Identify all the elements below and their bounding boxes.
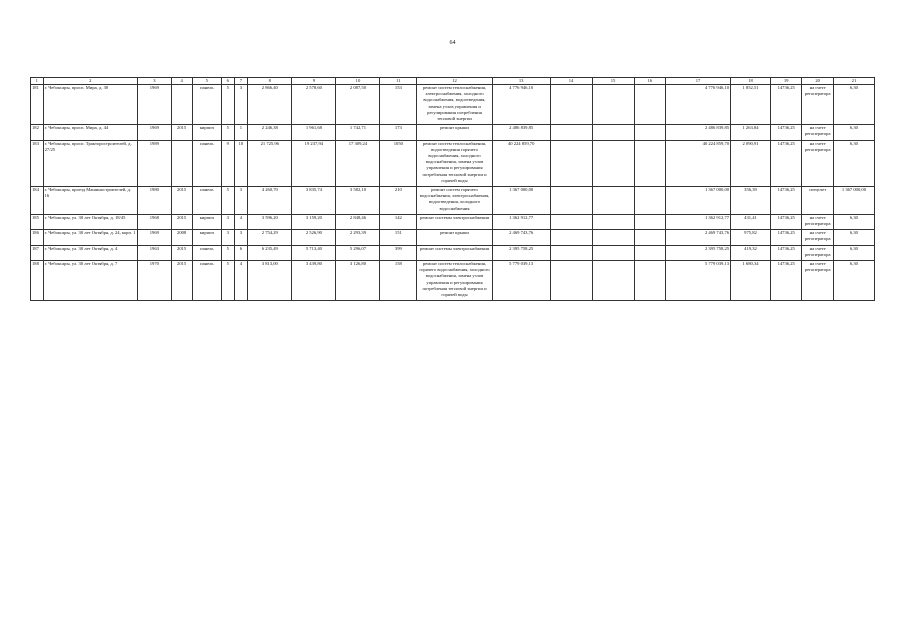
total-area-cell: 3 596,20: [248, 214, 292, 227]
table-body: [31, 85, 875, 301]
table-row: [31, 245, 875, 258]
entrances-cell: 4: [234, 214, 248, 227]
entrances-cell: 10: [234, 140, 248, 184]
owner-funds-cell: 1 367 000,00: [665, 187, 730, 212]
residents-cell: 210: [380, 187, 417, 212]
fund-method-cell: на счете регоператора: [802, 85, 833, 123]
total-cost-cell: 2 486 839,85: [492, 125, 550, 138]
federal-funds-cell: [550, 245, 592, 258]
column-number-row: [31, 78, 875, 85]
owner-funds-cell: 4 776 946,10: [665, 85, 730, 123]
regional-funds-cell: [592, 230, 634, 243]
table-row: [31, 140, 875, 184]
total-area-cell: 3 813,00: [248, 261, 292, 299]
residential-area-cell: 3 582,10: [336, 187, 380, 212]
row-number: 181: [31, 85, 44, 123]
address-cell: г. Чебоксары, просп. Тракторостроителей, д. 27/25: [43, 140, 137, 184]
residential-area-cell: 5 296,07: [336, 245, 380, 258]
row-number: 187: [31, 245, 44, 258]
year-repair-cell: 2008: [171, 230, 192, 243]
column-header: 1: [31, 78, 44, 85]
residents-cell: 399: [380, 245, 417, 258]
column-header: 4: [171, 78, 192, 85]
separator-cell: [731, 298, 771, 301]
separator-cell: [770, 298, 801, 301]
column-header: 12: [417, 78, 493, 85]
wall-material-cell: панель: [192, 245, 221, 258]
contribution-cell: 1 367 000,00: [833, 187, 874, 212]
total-cost-cell: 4 776 946,10: [492, 85, 550, 123]
floors-cell: 5: [222, 85, 235, 123]
residents-cell: 153: [380, 85, 417, 123]
fund-method-cell: спецсчет: [802, 187, 833, 212]
total-area-cell: 2 754,29: [248, 230, 292, 243]
residential-area-cell: 2 848,46: [336, 214, 380, 227]
contribution-cell: 6,30: [833, 230, 874, 243]
year-built-cell: 1968: [138, 214, 172, 227]
row-number: 182: [31, 125, 44, 138]
column-header: 8: [248, 78, 292, 85]
wall-material-cell: кирпич: [192, 214, 221, 227]
separator-cell: [634, 298, 665, 301]
local-funds-cell: [634, 230, 665, 243]
table-row: [31, 125, 875, 138]
residents-cell: 158: [380, 261, 417, 299]
column-header: 2: [43, 78, 137, 85]
wall-material-cell: кирпич: [192, 125, 221, 138]
total-area-cell: 21 725,96: [248, 140, 292, 184]
column-header: 6: [222, 78, 235, 85]
cost-per-sqm-cell: 2 090,91: [731, 140, 771, 184]
residents-cell: 173: [380, 125, 417, 138]
regional-funds-cell: [592, 125, 634, 138]
repair-program-table: [30, 77, 875, 301]
page-number: 64: [449, 40, 456, 46]
separator-cell: [833, 298, 874, 301]
work-type-cell: ремонт систем теплоснабжения, электроснабжения, холодного водоснабжения, водоотведения, замена узлов управления и регулирования потребления тепловой энергии: [417, 85, 493, 123]
regional-funds-cell: [592, 85, 634, 123]
year-built-cell: 1969: [138, 230, 172, 243]
separator-cell: [292, 298, 336, 301]
year-repair-cell: [171, 85, 192, 123]
total-cost-cell: 2 469 743,76: [492, 230, 550, 243]
row-number: 184: [31, 187, 44, 212]
limit-cost-cell: 14736,25: [770, 125, 801, 138]
residents-cell: 151: [380, 230, 417, 243]
fund-method-cell: на счете регоператора: [802, 125, 833, 138]
entrances-cell: 3: [234, 230, 248, 243]
residential-area-cell: 1 742,71: [336, 125, 380, 138]
separator-cell: [31, 298, 44, 301]
separator-cell: [248, 298, 292, 301]
year-built-cell: 1970: [138, 261, 172, 299]
total-cost-cell: 1 362 912,77: [492, 214, 550, 227]
fund-method-cell: на счете регоператора: [802, 214, 833, 227]
wall-material-cell: кирпич: [192, 230, 221, 243]
fund-method-cell: на счете регоператора: [802, 245, 833, 258]
row-number: 188: [31, 261, 44, 299]
total-cost-cell: 1 367 000,00: [492, 187, 550, 212]
premises-area-cell: 5 713,40: [292, 245, 336, 258]
separator-cell: [171, 298, 192, 301]
cost-per-sqm-cell: 1 680,34: [731, 261, 771, 299]
year-repair-cell: 2015: [171, 214, 192, 227]
table-row: [31, 187, 875, 212]
wall-material-cell: панель: [192, 261, 221, 299]
separator-cell: [665, 298, 730, 301]
separator-cell: [43, 298, 137, 301]
total-area-cell: 4 260,70: [248, 187, 292, 212]
cost-per-sqm-cell: 356,39: [731, 187, 771, 212]
regional-funds-cell: [592, 214, 634, 227]
floors-cell: 3: [222, 230, 235, 243]
floors-cell: 5: [222, 187, 235, 212]
year-repair-cell: 2015: [171, 187, 192, 212]
contribution-cell: 6,30: [833, 85, 874, 123]
column-header: 14: [550, 78, 592, 85]
entrances-cell: 4: [234, 261, 248, 299]
residential-area-cell: 2 293,39: [336, 230, 380, 243]
regional-funds-cell: [592, 187, 634, 212]
residential-area-cell: 17 309,24: [336, 140, 380, 184]
limit-cost-cell: 14736,25: [770, 85, 801, 123]
total-cost-cell: 40 224 859,70: [492, 140, 550, 184]
local-funds-cell: [634, 214, 665, 227]
total-area-cell: 2 866,40: [248, 85, 292, 123]
work-type-cell: ремонт крыши: [417, 230, 493, 243]
premises-area-cell: 1 961,68: [292, 125, 336, 138]
separator-cell: [138, 298, 172, 301]
limit-cost-cell: 14736,25: [770, 230, 801, 243]
limit-cost-cell: 14736,25: [770, 187, 801, 212]
column-header: 7: [234, 78, 248, 85]
total-cost-cell: 2 395 758,25: [492, 245, 550, 258]
table-row: [31, 214, 875, 227]
address-cell: г. Чебоксары, ул. 30 лет Октября, д. 4: [43, 245, 137, 258]
column-header: 18: [731, 78, 771, 85]
column-header: 11: [380, 78, 417, 85]
local-funds-cell: [634, 261, 665, 299]
total-area-cell: 2 246,38: [248, 125, 292, 138]
cost-per-sqm-cell: 975,82: [731, 230, 771, 243]
address-cell: г. Чебоксары, просп. Мира, д. 44: [43, 125, 137, 138]
premises-area-cell: 3 835,74: [292, 187, 336, 212]
entrances-cell: 3: [234, 187, 248, 212]
address-cell: г. Чебоксары, просп. Мира, д. 30: [43, 85, 137, 123]
federal-funds-cell: [550, 187, 592, 212]
entrances-cell: 3: [234, 85, 248, 123]
year-built-cell: 1969: [138, 125, 172, 138]
wall-material-cell: панель: [192, 140, 221, 184]
premises-area-cell: 3 439,80: [292, 261, 336, 299]
residents-cell: 1050: [380, 140, 417, 184]
premises-area-cell: 3 159,20: [292, 214, 336, 227]
row-number: 185: [31, 214, 44, 227]
contribution-cell: 6,30: [833, 261, 874, 299]
address-cell: г. Чебоксары, ул. 30 лет Октября, д. 18/45: [43, 214, 137, 227]
address-cell: г. Чебоксары, проезд Машиностроителей, д. 16: [43, 187, 137, 212]
year-repair-cell: 2015: [171, 125, 192, 138]
cost-per-sqm-cell: 1 263,84: [731, 125, 771, 138]
residents-cell: 142: [380, 214, 417, 227]
owner-funds-cell: 1 362 912,77: [665, 214, 730, 227]
premises-area-cell: 2 526,90: [292, 230, 336, 243]
column-header: 20: [802, 78, 833, 85]
floors-cell: 5: [222, 125, 235, 138]
federal-funds-cell: [550, 140, 592, 184]
local-funds-cell: [634, 245, 665, 258]
fund-method-cell: на счете регоператора: [802, 261, 833, 299]
address-cell: г. Чебоксары, ул. 30 лет Октября, д. 7: [43, 261, 137, 299]
local-funds-cell: [634, 187, 665, 212]
floors-cell: 9: [222, 140, 235, 184]
column-header: 3: [138, 78, 172, 85]
column-header: 19: [770, 78, 801, 85]
regional-funds-cell: [592, 140, 634, 184]
regional-funds-cell: [592, 245, 634, 258]
year-built-cell: 1989: [138, 140, 172, 184]
column-header: 10: [336, 78, 380, 85]
wall-material-cell: панель: [192, 85, 221, 123]
total-area-cell: 6 235,49: [248, 245, 292, 258]
contribution-cell: 6,30: [833, 214, 874, 227]
residential-area-cell: 2 087,50: [336, 85, 380, 123]
limit-cost-cell: 14736,25: [770, 214, 801, 227]
separator-cell: [550, 298, 592, 301]
regional-funds-cell: [592, 261, 634, 299]
limit-cost-cell: 14736,25: [770, 261, 801, 299]
work-type-cell: ремонт крыши: [417, 125, 493, 138]
local-funds-cell: [634, 125, 665, 138]
premises-area-cell: 2 578,60: [292, 85, 336, 123]
separator-cell: [380, 298, 417, 301]
separator-cell: [222, 298, 235, 301]
year-built-cell: 1969: [138, 85, 172, 123]
separator-cell: [417, 298, 493, 301]
owner-funds-cell: 2 469 743,76: [665, 230, 730, 243]
owner-funds-cell: 5 779 039,13: [665, 261, 730, 299]
year-repair-cell: 2015: [171, 245, 192, 258]
local-funds-cell: [634, 85, 665, 123]
table-row: [31, 85, 875, 123]
owner-funds-cell: 2 486 839,85: [665, 125, 730, 138]
contribution-cell: 6,30: [833, 125, 874, 138]
column-header: 5: [192, 78, 221, 85]
contribution-cell: 6,30: [833, 245, 874, 258]
federal-funds-cell: [550, 214, 592, 227]
work-type-cell: ремонт системы электроснабжения: [417, 214, 493, 227]
federal-funds-cell: [550, 230, 592, 243]
row-number: 186: [31, 230, 44, 243]
fund-method-cell: на счете регоператора: [802, 230, 833, 243]
floors-cell: 3: [222, 214, 235, 227]
separator-cell: [592, 298, 634, 301]
owner-funds-cell: 2 395 758,25: [665, 245, 730, 258]
separator-cell: [192, 298, 221, 301]
column-header: 17: [665, 78, 730, 85]
year-built-cell: 1963: [138, 245, 172, 258]
row-separator: [31, 298, 875, 301]
cost-per-sqm-cell: 431,41: [731, 214, 771, 227]
federal-funds-cell: [550, 261, 592, 299]
total-cost-cell: 5 779 039,13: [492, 261, 550, 299]
column-header: 21: [833, 78, 874, 85]
column-header: 9: [292, 78, 336, 85]
year-built-cell: 1980: [138, 187, 172, 212]
column-header: 16: [634, 78, 665, 85]
year-repair-cell: [171, 140, 192, 184]
address-cell: г. Чебоксары, ул. 30 лет Октября, д. 24, корп. 1: [43, 230, 137, 243]
floors-cell: 5: [222, 261, 235, 299]
column-header: 13: [492, 78, 550, 85]
federal-funds-cell: [550, 125, 592, 138]
table-row: [31, 230, 875, 243]
work-type-cell: ремонт систем теплоснабжения, водоотведения горячего водоснабжения, холодного водоснабжения, замена узлов управления и регулирования потребления тепловой энергии и горячей воды: [417, 140, 493, 184]
work-type-cell: ремонт систем теплоснабжения, горячего водоснабжения, холодного водоснабжения, замена узлов управления и регулирования потребления тепловой энергии и горячей воды: [417, 261, 493, 299]
owner-funds-cell: 40 224 859,70: [665, 140, 730, 184]
contribution-cell: 6,30: [833, 140, 874, 184]
entrances-cell: 6: [234, 245, 248, 258]
separator-cell: [492, 298, 550, 301]
cost-per-sqm-cell: 1 852,51: [731, 85, 771, 123]
table-row: [31, 261, 875, 299]
separator-cell: [802, 298, 833, 301]
limit-cost-cell: 14736,25: [770, 245, 801, 258]
wall-material-cell: панель: [192, 187, 221, 212]
cost-per-sqm-cell: 419,32: [731, 245, 771, 258]
separator-cell: [336, 298, 380, 301]
fund-method-cell: на счете регоператора: [802, 140, 833, 184]
column-header: 15: [592, 78, 634, 85]
work-type-cell: ремонт систем горячего водоснабжения, электроснабжения, водоотведения, холодного водоснабжения: [417, 187, 493, 212]
local-funds-cell: [634, 140, 665, 184]
row-number: 183: [31, 140, 44, 184]
separator-cell: [234, 298, 248, 301]
work-type-cell: ремонт системы электроснабжения: [417, 245, 493, 258]
limit-cost-cell: 14736,25: [770, 140, 801, 184]
federal-funds-cell: [550, 85, 592, 123]
floors-cell: 5: [222, 245, 235, 258]
premises-area-cell: 19 237,94: [292, 140, 336, 184]
entrances-cell: 1: [234, 125, 248, 138]
year-repair-cell: 2015: [171, 261, 192, 299]
residential-area-cell: 3 126,80: [336, 261, 380, 299]
